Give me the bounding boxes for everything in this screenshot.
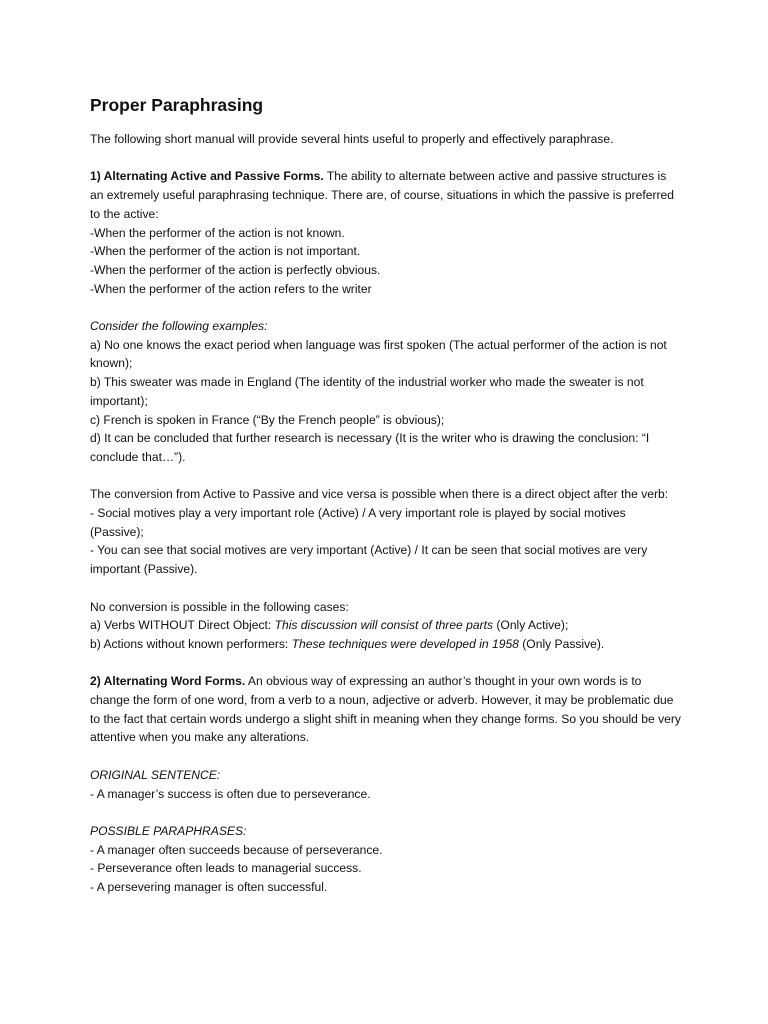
no-conversion-item-b	[90, 635, 682, 654]
examples-block	[90, 317, 682, 467]
intro-paragraph: The following short manual will provide several hints useful to properly and effectively paraphrase.	[90, 132, 614, 146]
section-heading: 1) Alternating Active and Passive Forms.	[90, 169, 324, 184]
paraphrase-item: - A manager often succeeds because of perseverance.	[90, 842, 383, 857]
conversion-item: - Social motives play a very important role (Active) / A very important role is played by social motives (Passive);	[90, 506, 626, 539]
item-suffix: (Only Active);	[493, 618, 569, 633]
section-word-forms	[90, 672, 682, 747]
item-example: These techniques were developed in 1958	[291, 636, 519, 651]
section-text: The ability to alternate between active and passive structures is an extremely useful paraphrasing technique. There are, of course, situations in which the passive is preferred to the active:	[90, 169, 674, 221]
section-heading: 2) Alternating Word Forms.	[90, 674, 246, 689]
conversion-item: - You can see that social motives are very important (Active) / It can be seen that social motives are very important (Passive).	[90, 543, 648, 577]
original-sentence: - A manager’s success is often due to perseverance.	[90, 786, 371, 801]
no-conversion-block	[90, 598, 682, 654]
paraphrase-item: - A persevering manager is often successful.	[90, 880, 328, 895]
original-sentence-block	[90, 766, 682, 803]
item-suffix: (Only Passive).	[518, 636, 605, 651]
list-item: -When the performer of the action refers to the writer	[90, 281, 372, 296]
conversion-block	[90, 485, 682, 579]
item-prefix: a) Verbs WITHOUT Direct Object:	[90, 618, 275, 633]
original-label: ORIGINAL SENTENCE:	[90, 767, 221, 782]
paraphrases-block	[90, 822, 682, 897]
item-prefix: b) Actions without known performers:	[90, 636, 292, 651]
example-item: b) This sweater was made in England (The identity of the industrial worker who made the sweater is not important);	[90, 375, 644, 408]
no-conversion-intro: No conversion is possible in the following cases:	[90, 599, 349, 614]
examples-intro: Consider the following examples:	[90, 319, 268, 333]
section-active-passive	[90, 167, 682, 298]
section-text: An obvious way of expressing an author’s thought in your own words is to change the form of one word, from a verb to a noun, adjective or adverb. However, it may be problematic due to the fact that certain words undergo a slight shift in meaning when they change forms. So you should be very attentive when you make any alterations.	[90, 674, 681, 745]
example-item: a) No one knows the exact period when language was first spoken (The actual performer of the action is not known);	[90, 337, 667, 371]
example-item: c) French is spoken in France (“By the French people” is obvious);	[90, 412, 445, 427]
page-title: Proper Paraphrasing	[90, 95, 264, 115]
no-conversion-item-a	[90, 616, 682, 635]
item-example: This discussion will consist of three parts	[274, 618, 494, 633]
paraphrase-item: - Perseverance often leads to managerial success.	[90, 861, 362, 876]
paraphrases-label: POSSIBLE PARAPHRASES:	[90, 823, 247, 838]
list-item: -When the performer of the action is not important.	[90, 244, 361, 259]
conversion-intro: The conversion from Active to Passive and vice versa is possible when there is a direct object after the verb:	[90, 487, 669, 502]
document-page	[90, 93, 682, 915]
example-item: d) It can be concluded that further research is necessary (It is the writer who is drawing the conclusion: “I conclude that…”).	[90, 431, 650, 464]
list-item: -When the performer of the action is perfectly obvious.	[90, 262, 381, 277]
list-item: -When the performer of the action is not known.	[90, 225, 345, 240]
